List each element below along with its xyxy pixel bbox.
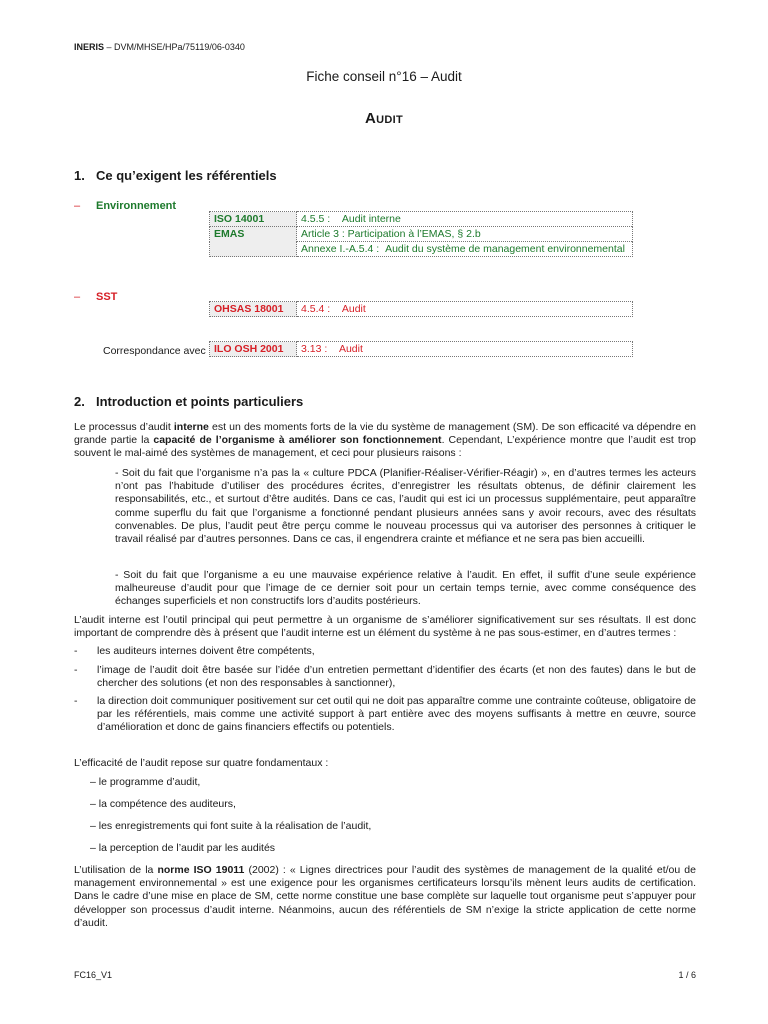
- list-item: – les enregistrements qui font suite à la réalisation de l’audit,: [90, 820, 372, 832]
- ref-text: Audit: [341, 303, 366, 315]
- intro-paragraph: [74, 421, 696, 461]
- std-reference: [297, 342, 633, 357]
- ref-code: 3.13 :: [301, 343, 328, 355]
- section-1-heading: [74, 168, 277, 183]
- env-references-table: [209, 211, 633, 257]
- section-number: 1.: [74, 168, 85, 183]
- org-name: INERIS: [74, 42, 105, 52]
- env-label: [74, 196, 176, 214]
- std-reference: [297, 302, 633, 317]
- section-title: Ce qu’exigent les référentiels: [96, 168, 277, 183]
- footer-version: FC16_V1: [74, 970, 113, 980]
- ref-text: Audit interne: [341, 213, 401, 225]
- text-bold: norme ISO 19011: [157, 864, 245, 876]
- std-name: OHSAS 18001: [210, 302, 297, 317]
- std-reference: [297, 212, 633, 227]
- text-run: est un des moments forts de la vie du système de management (SM). De son efficacité va dépendre en grande partie la: [74, 421, 696, 447]
- page-title: Fiche conseil n°16 – Audit: [306, 69, 462, 84]
- list-item: – la perception de l’audit par les audités: [90, 842, 276, 854]
- text-run: Le processus d’audit: [74, 421, 174, 433]
- page-subtitle: Audit: [365, 110, 403, 127]
- section-number: 2.: [74, 394, 85, 409]
- document-reference: [74, 42, 245, 52]
- sst-label: [74, 287, 117, 305]
- list-item-text: l’image de l’audit doit être basée sur l’idée d’un entretien permettant d’identifier des écarts (et non des fautes) dans le but de chercher des solutions (et non des responsables à sanctionner),: [97, 664, 696, 690]
- env-label-text: Environnement: [96, 200, 177, 212]
- correspondence-label: Correspondance avec: [103, 345, 206, 357]
- table-row: [210, 342, 633, 357]
- std-reference: [297, 242, 633, 257]
- correspondence-table: [209, 341, 633, 357]
- dash-marker: -: [74, 695, 78, 707]
- dash-marker: -: [74, 645, 78, 657]
- section-title: Introduction et points particuliers: [96, 394, 304, 409]
- list-item: – la compétence des auditeurs,: [90, 798, 236, 810]
- dash-marker: –: [74, 200, 81, 212]
- dash-marker: -: [74, 664, 78, 676]
- ref-text: Audit du système de management environnemental: [385, 243, 625, 255]
- table-row: [210, 227, 633, 242]
- table-row: [210, 242, 633, 257]
- reference-code: – DVM/MHSE/HPa/75119/06-0340: [104, 42, 245, 52]
- text-run: L’utilisation de la: [74, 864, 158, 876]
- table-row: [210, 302, 633, 317]
- std-reference: Article 3 : Participation à l’EMAS, § 2.b: [297, 227, 633, 242]
- paragraph-3: L’efficacité de l’audit repose sur quatre fondamentaux :: [74, 757, 329, 769]
- paragraph-2: L’audit interne est l’outil principal qui peut permettre à un organisme de s’améliorer significativement sur ses résultats. Il est donc important de comprendre dès à présent que l’audit interne est un élément du système à ne pas sous-estimer, en d’autres termes :: [74, 614, 696, 640]
- list-item: – le programme d’audit,: [90, 776, 201, 788]
- std-name: ILO OSH 2001: [210, 342, 297, 357]
- table-row: [210, 212, 633, 227]
- list-item-text: les auditeurs internes doivent être compétents,: [97, 645, 315, 657]
- ref-text: Audit: [338, 343, 363, 355]
- text-bold: interne: [173, 421, 209, 433]
- dash-marker: –: [74, 291, 81, 303]
- reason-1: - Soit du fait que l’organisme n’a pas la « culture PDCA (Planifier-Réaliser-Vérifier-Réagir) », en d’autres termes les acteurs n’ont pas l’habitude d’utiliser des procédures écrites, d’enregistrer les résultats obtenus, de définir clairement les responsabilités, etc., et surtout d’être audités. Dans ce cas, l’audit qui est ici un processus supplémentaire, peut apparaître comme superflu du fait que l’organisme a fonctionné pendant plusieurs années sans y avoir recours, avec des résultats convenables. De plus, l’audit peut être perçu comme le nouveau processus qui va autoriser des personnes à critiquer le travail réalisé par d’autres personnes. Dans ce cas, il engendrera crainte et méfiance et ne sera pas bien accueilli.: [115, 467, 696, 546]
- std-name: ISO 14001: [210, 212, 297, 227]
- list-item-text: la direction doit communiquer positivement sur cet outil qui ne doit pas apparaître comme une contrainte coûteuse, obligatoire de par les référentiels, mais comme une activité support à part entière avec des moyens suffisants à mettre en œuvre, source d’amélioration et donc de gains financiers effectifs ou potentiels.: [97, 695, 696, 734]
- text-bold: capacité de l’organisme à améliorer son fonctionnement: [153, 434, 442, 447]
- paragraph-4: [74, 864, 696, 930]
- sst-label-text: SST: [96, 291, 118, 303]
- text-run: (2002) : « Lignes directrices pour l’audit des systèmes de management de la qualité et/ou de management environnemental » est une exigence pour les organismes certificateurs lorsqu’ils mènent leurs audits de certification. Dans le cadre d’une mise en place de SM, cette norme constitue une base complète sur laquelle tout organisme peut s’appuyer pour développer son processus d’audit interne. Néanmoins, aucun des référentiels de SM n’exige la stricte application de cette norme d’audit.: [74, 864, 696, 929]
- reason-2: - Soit du fait que l’organisme a eu une mauvaise expérience relative à l’audit. En effet, il suffit d’une seule expérience malheureuse d’audit pour que l’image de ce dernier soit pour un certain temps ternie, avec comme conséquence des échanges superficiels et non constructifs lors d’audits postérieurs.: [115, 569, 696, 608]
- section-2-heading: [74, 394, 303, 409]
- sst-references-table: [209, 301, 633, 317]
- std-name: EMAS: [210, 227, 297, 242]
- ref-code: Annexe I.-A.5.4 :: [301, 243, 380, 255]
- ref-code: 4.5.4 :: [301, 303, 331, 315]
- ref-code: 4.5.5 :: [301, 213, 331, 225]
- page-number: 1 / 6: [678, 970, 696, 980]
- std-name-empty: [210, 242, 297, 257]
- text-run: . Cependant, L’expérience montre que l’audit est trop souvent le mal-aimé des systèmes de management, et ceci pour plusieurs raisons :: [74, 434, 696, 460]
